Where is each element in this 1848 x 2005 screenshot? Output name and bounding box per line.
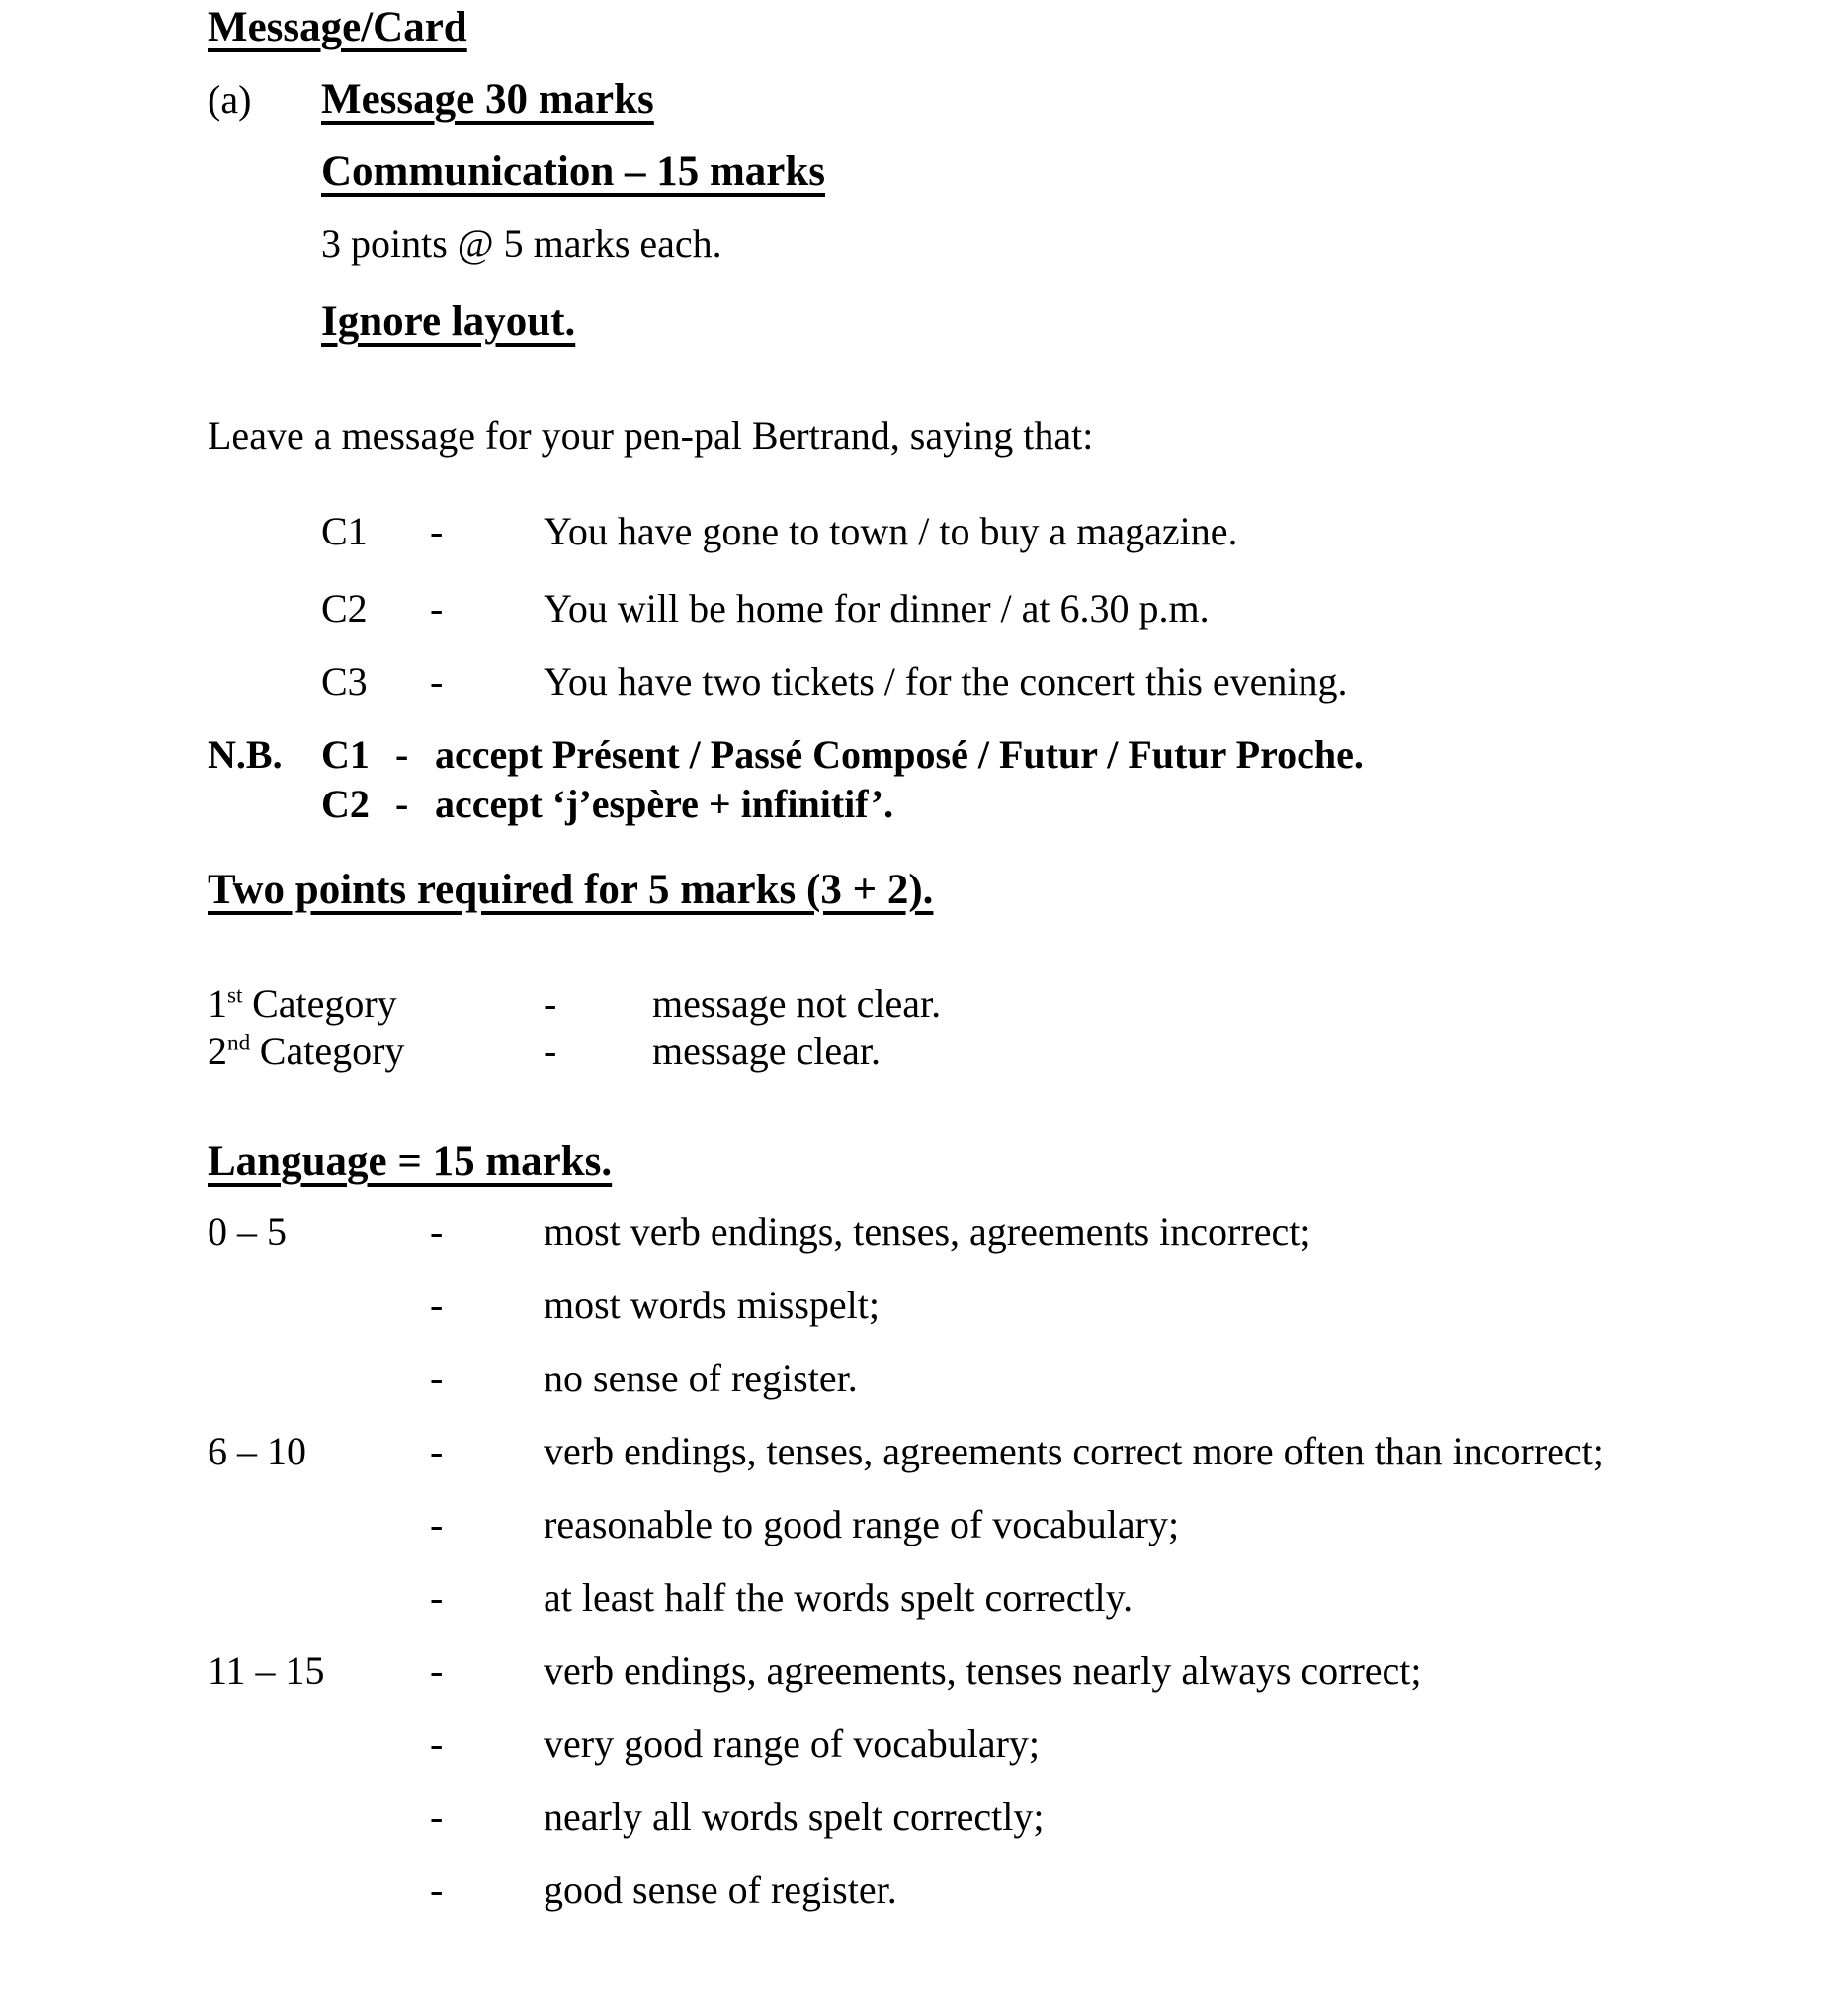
communication-heading: Communication – 15 marks bbox=[321, 148, 826, 195]
category-row bbox=[208, 1028, 1710, 1075]
language-heading: Language = 15 marks. bbox=[208, 1138, 613, 1185]
communication-line bbox=[208, 148, 1710, 196]
dash: - bbox=[430, 659, 444, 704]
c-point-label: C1 bbox=[321, 509, 368, 553]
part-a-line bbox=[208, 76, 1710, 124]
layout-note-line bbox=[208, 298, 1710, 346]
category-ordinal: 1 bbox=[208, 981, 227, 1026]
dash: - bbox=[430, 1283, 444, 1327]
category-text: message clear. bbox=[652, 1029, 881, 1073]
c-point-label: C2 bbox=[321, 586, 368, 630]
band-criterion: most verb endings, tenses, agreements incorrect; bbox=[544, 1210, 1311, 1254]
dash: - bbox=[395, 732, 409, 777]
band-criterion: very good range of vocabulary; bbox=[544, 1721, 1041, 1766]
task-intro-line bbox=[208, 412, 1710, 459]
band-criterion: verb endings, agreements, tenses nearly always correct; bbox=[544, 1648, 1422, 1693]
band-criterion: most words misspelt; bbox=[544, 1283, 881, 1327]
dash: - bbox=[430, 1575, 444, 1620]
points-note: 3 points @ 5 marks each. bbox=[321, 221, 722, 266]
dash: - bbox=[430, 1868, 444, 1912]
dash: - bbox=[430, 1356, 444, 1400]
dash: - bbox=[430, 1502, 444, 1546]
band-criterion-row bbox=[208, 1854, 1710, 1927]
c-point-text: You have two tickets / for the concert this evening. bbox=[544, 659, 1348, 704]
band-criterion-row bbox=[208, 1269, 1710, 1342]
part-a-label: (a) bbox=[208, 77, 252, 122]
dash: - bbox=[430, 1721, 444, 1766]
title-line bbox=[208, 4, 1710, 51]
ignore-layout-note: Ignore layout. bbox=[321, 298, 576, 345]
band-criterion: nearly all words spelt correctly; bbox=[544, 1795, 1045, 1839]
language-band bbox=[208, 1415, 1710, 1634]
nb-note-label: C1 bbox=[321, 732, 370, 777]
band-criterion: at least half the words spelt correctly. bbox=[544, 1575, 1134, 1620]
two-points-heading: Two points required for 5 marks (3 + 2). bbox=[208, 867, 934, 913]
category-row bbox=[208, 980, 1710, 1028]
category-text: message not clear. bbox=[652, 981, 942, 1026]
band-criterion-row bbox=[208, 1561, 1710, 1634]
points-note-line bbox=[208, 220, 1710, 268]
band-criterion-row bbox=[208, 1634, 1710, 1708]
nb-label: N.B. bbox=[208, 732, 283, 777]
language-bands bbox=[208, 1196, 1710, 1927]
band-criterion: verb endings, tenses, agreements correct more often than incorrect; bbox=[544, 1429, 1604, 1473]
categories-block bbox=[208, 980, 1710, 1075]
task-intro: Leave a message for your pen-pal Bertrand, saying that: bbox=[208, 413, 1094, 458]
language-band bbox=[208, 1634, 1710, 1927]
dash: - bbox=[430, 586, 444, 630]
language-band bbox=[208, 1196, 1710, 1415]
category-ordinal: 2 bbox=[208, 1029, 227, 1073]
ordinal-suffix: nd bbox=[227, 1030, 251, 1056]
c-point-text: You will be home for dinner / at 6.30 p.m. bbox=[544, 586, 1210, 630]
language-heading-line bbox=[208, 1138, 1710, 1186]
category-name: Category bbox=[259, 1029, 405, 1073]
part-a-heading: Message 30 marks bbox=[321, 76, 654, 123]
c-point-row bbox=[208, 508, 1710, 555]
nb-note-label: C2 bbox=[321, 782, 370, 826]
nb-note-row bbox=[208, 730, 1710, 780]
band-criterion-row bbox=[208, 1781, 1710, 1854]
band-criterion: no sense of register. bbox=[544, 1356, 858, 1400]
dash: - bbox=[544, 981, 557, 1026]
two-points-line bbox=[208, 867, 1710, 914]
band-criterion: reasonable to good range of vocabulary; bbox=[544, 1502, 1180, 1546]
band-criterion-row bbox=[208, 1196, 1710, 1269]
band-criterion-row bbox=[208, 1342, 1710, 1415]
band-criterion: good sense of register. bbox=[544, 1868, 897, 1912]
dash: - bbox=[430, 1210, 444, 1254]
category-label bbox=[208, 1028, 544, 1075]
nb-note-text: accept ‘j’espère + infinitif’. bbox=[435, 782, 894, 826]
c-point-text: You have gone to town / to buy a magazine. bbox=[544, 509, 1238, 553]
nb-note-text: accept Présent / Passé Composé / Futur / Futur Proche. bbox=[435, 732, 1364, 777]
dash: - bbox=[395, 782, 409, 826]
dash: - bbox=[430, 1648, 444, 1693]
category-label bbox=[208, 980, 544, 1028]
c-point-label: C3 bbox=[321, 659, 368, 704]
band-range: 0 – 5 bbox=[208, 1210, 287, 1254]
c-point-row bbox=[208, 585, 1710, 632]
c-point-row bbox=[208, 658, 1710, 706]
ordinal-suffix: st bbox=[227, 982, 243, 1009]
band-range: 11 – 15 bbox=[208, 1648, 325, 1693]
band-criterion-row bbox=[208, 1708, 1710, 1781]
doc-title: Message/Card bbox=[208, 4, 467, 50]
dash: - bbox=[544, 1029, 557, 1073]
dash: - bbox=[430, 1795, 444, 1839]
category-name: Category bbox=[252, 981, 397, 1026]
dash: - bbox=[430, 1429, 444, 1473]
nb-block bbox=[208, 730, 1710, 829]
nb-note-row bbox=[208, 780, 1710, 829]
band-range: 6 – 10 bbox=[208, 1429, 306, 1473]
band-criterion-row bbox=[208, 1415, 1710, 1488]
dash: - bbox=[430, 509, 444, 553]
band-criterion-row bbox=[208, 1488, 1710, 1561]
